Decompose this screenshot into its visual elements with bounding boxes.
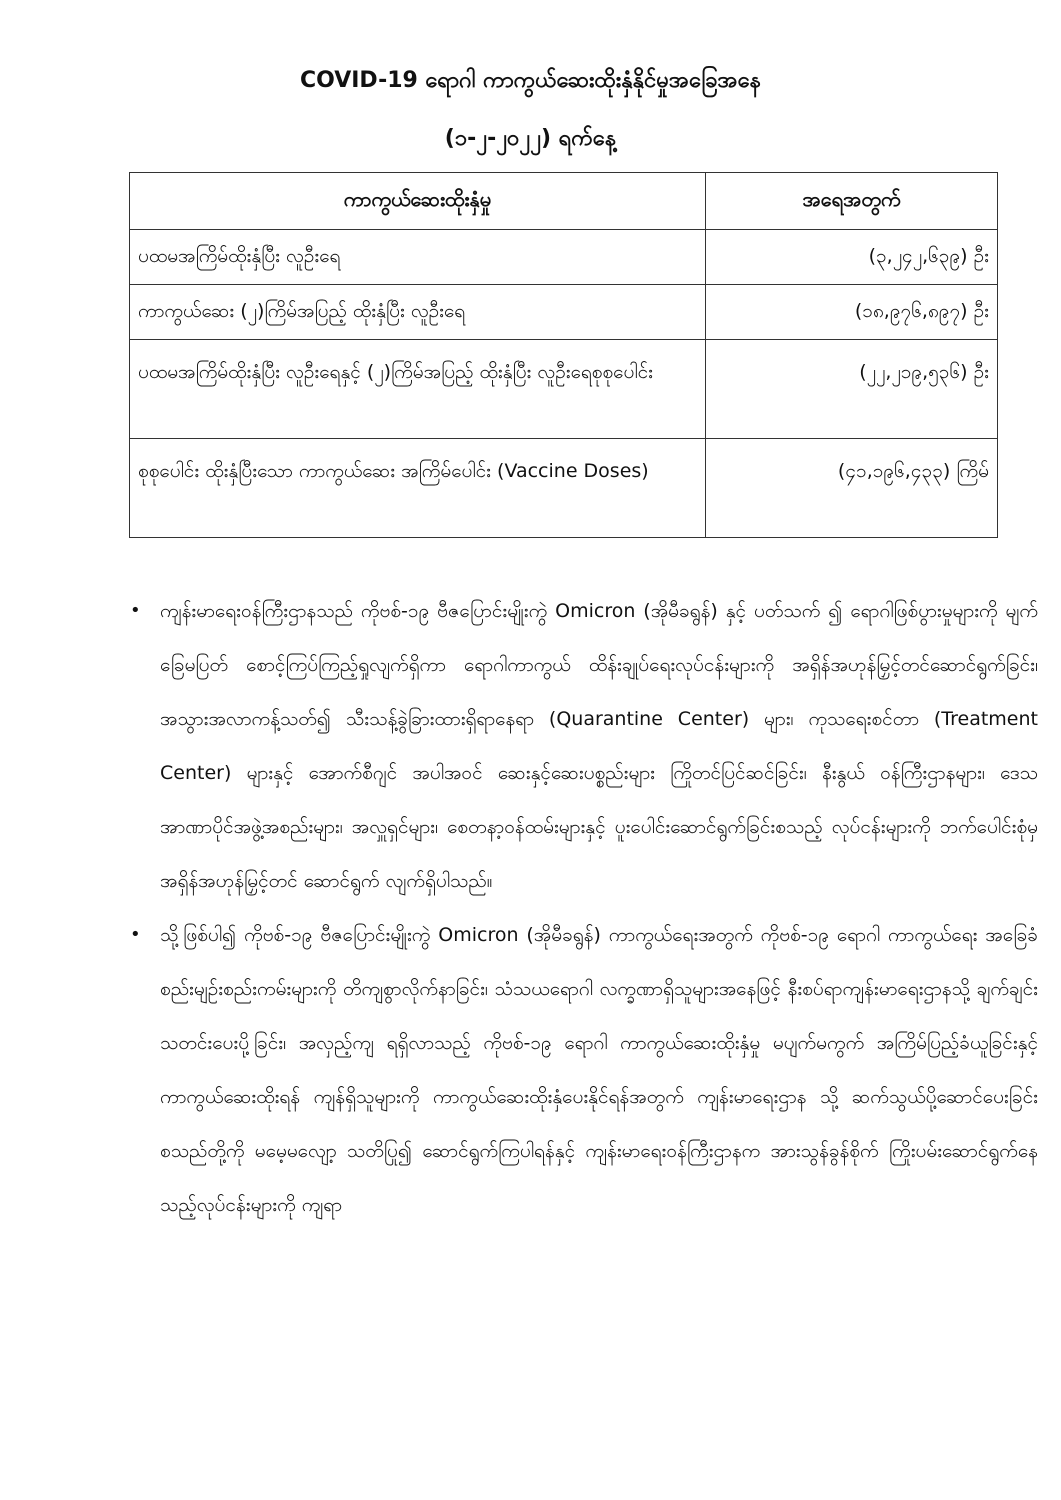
table-row (130, 439, 998, 538)
column-header-count: အရေအတွက် (706, 173, 998, 230)
paragraph-text: သို့ဖြစ်ပါ၍ ကိုဗစ်-၁၉ ဗီဇပြောင်းမျိုးကွဲ Omicron (အိုမီခရွန်) ကာကွယ်ရေးအတွက် ကိုဗစ်-၁၉ ရောဂါ ကာကွယ်ရေး အခြေခံစည်းမျဉ်းစည်းကမ်းများကို တိကျစွာလိုက်နာခြင်း၊ သံသယရောဂါ လက္ခဏာရှိသူများအနေဖြင့် နီးစပ်ရာကျန်းမာရေးဌာနသို့ ချက်ချင်းသတင်းပေးပို့ခြင်း၊ အလှည့်ကျ ရရှိလာသည့် ကိုဗစ်-၁၉ ရောဂါ ကာကွယ်ဆေးထိုးနှံမှု မပျက်မကွက် အကြိမ်ပြည့်ခံယူခြင်းနှင့် ကာကွယ်ဆေးထိုးရန် ကျန်ရှိသူများကို ကာကွယ်ဆေးထိုးနှံပေးနိုင်ရန်အတွက် ကျန်းမာရေးဌာန သို့ ဆက်သွယ်ပို့ဆောင်ပေးခြင်း စသည်တို့ကို မမေ့မလျော့ သတိပြု၍ ဆောင်ရွက်ကြပါရန်နှင့် ကျန်းမာရေးဝန်ကြီးဌာနက အားသွန်ခွန်စိုက် ကြိုးပမ်းဆောင်ရွက်နေသည့်လုပ်ငန်းများကို ကျရာ (160, 924, 1038, 1216)
row-value-total-people: (၂၂,၂၁၉,၅၃၆) ဦး (706, 340, 998, 439)
document-date: (၁-၂-၂၀၂၂) ရက်နေ့ (444, 126, 617, 151)
bullet-icon: • (130, 924, 141, 945)
row-label-first-dose: ပထမအကြိမ်ထိုးနှံပြီး လူဦးရေ (130, 230, 706, 285)
table-row (130, 230, 998, 285)
paragraph-text: ကျန်းမာရေးဝန်ကြီးဌာနသည် ကိုဗစ်-၁၉ ဗီဇပြောင်းမျိုးကွဲ Omicron (အိုမီခရွန်) နှင့် ပတ်သက် ၍ ရောဂါဖြစ်ပွားမှုများကို မျက်ခြေမပြတ် စောင့်ကြပ်ကြည့်ရှုလျက်ရှိကာ ရောဂါကာကွယ် ထိန်းချုပ်ရေးလုပ်ငန်းများကို အရှိန်အဟုန်မြှင့်တင်ဆောင်ရွက်ခြင်း၊ အသွားအလာကန့်သတ်၍ သီးသန့်ခွဲခြားထားရှိရာနေရာ (Quarantine Center) များ၊ ကုသရေးစင်တာ (Treatment Center) များနှင့် အောက်စီဂျင် အပါအဝင် ဆေးနှင့်ဆေးပစ္စည်းများ ကြိုတင်ပြင်ဆင်ခြင်း၊ နီးနွယ် ဝန်ကြီးဌာနများ၊ ဒေသအာဏာပိုင်အဖွဲ့အစည်းများ၊ အလှူရှင်များ၊ စေတနာ့ဝန်ထမ်းများနှင့် ပူးပေါင်းဆောင်ရွက်ခြင်းစသည့် လုပ်ငန်းများကို ဘက်ပေါင်းစုံမှ အရှိန်အဟုန်မြှင့်တင် ဆောင်ရွက် လျက်ရှိပါသည်။ (160, 600, 1038, 892)
bullet-list (120, 584, 1038, 1232)
table-row (130, 340, 998, 439)
list-item (130, 584, 1038, 908)
table-row (130, 285, 998, 340)
row-value-total-doses: (၄၁,၁၉၆,၄၃၃) ကြိမ် (706, 439, 998, 538)
document-title: COVID-19 ရောဂါ ကာကွယ်ဆေးထိုးနှံနိုင်မှုအခြေအနေ (299, 68, 762, 93)
row-value-fully-vaccinated: (၁၈,၉၇၆,၈၉၇) ဦး (706, 285, 998, 340)
vaccination-table (129, 172, 998, 538)
bullet-icon: • (130, 600, 141, 621)
row-label-total-people: ပထမအကြိမ်ထိုးနှံပြီး လူဦးရေနှင့် (၂)ကြိမ်အပြည့် ထိုးနှံပြီး လူဦးရေစုစုပေါင်း (130, 340, 706, 439)
row-label-total-doses: စုစုပေါင်း ထိုးနှံပြီးသော ကာကွယ်ဆေး အကြိမ်ပေါင်း (Vaccine Doses) (130, 439, 706, 538)
row-value-first-dose: (၃,၂၄၂,၆၃၉) ဦး (706, 230, 998, 285)
list-item (130, 908, 1038, 1232)
table-header-row (130, 173, 998, 230)
column-header-vaccination: ကာကွယ်ဆေးထိုးနှံမှု (130, 173, 706, 230)
row-label-fully-vaccinated: ကာကွယ်ဆေး (၂)ကြိမ်အပြည့် ထိုးနှံပြီး လူဦးရေ (130, 285, 706, 340)
